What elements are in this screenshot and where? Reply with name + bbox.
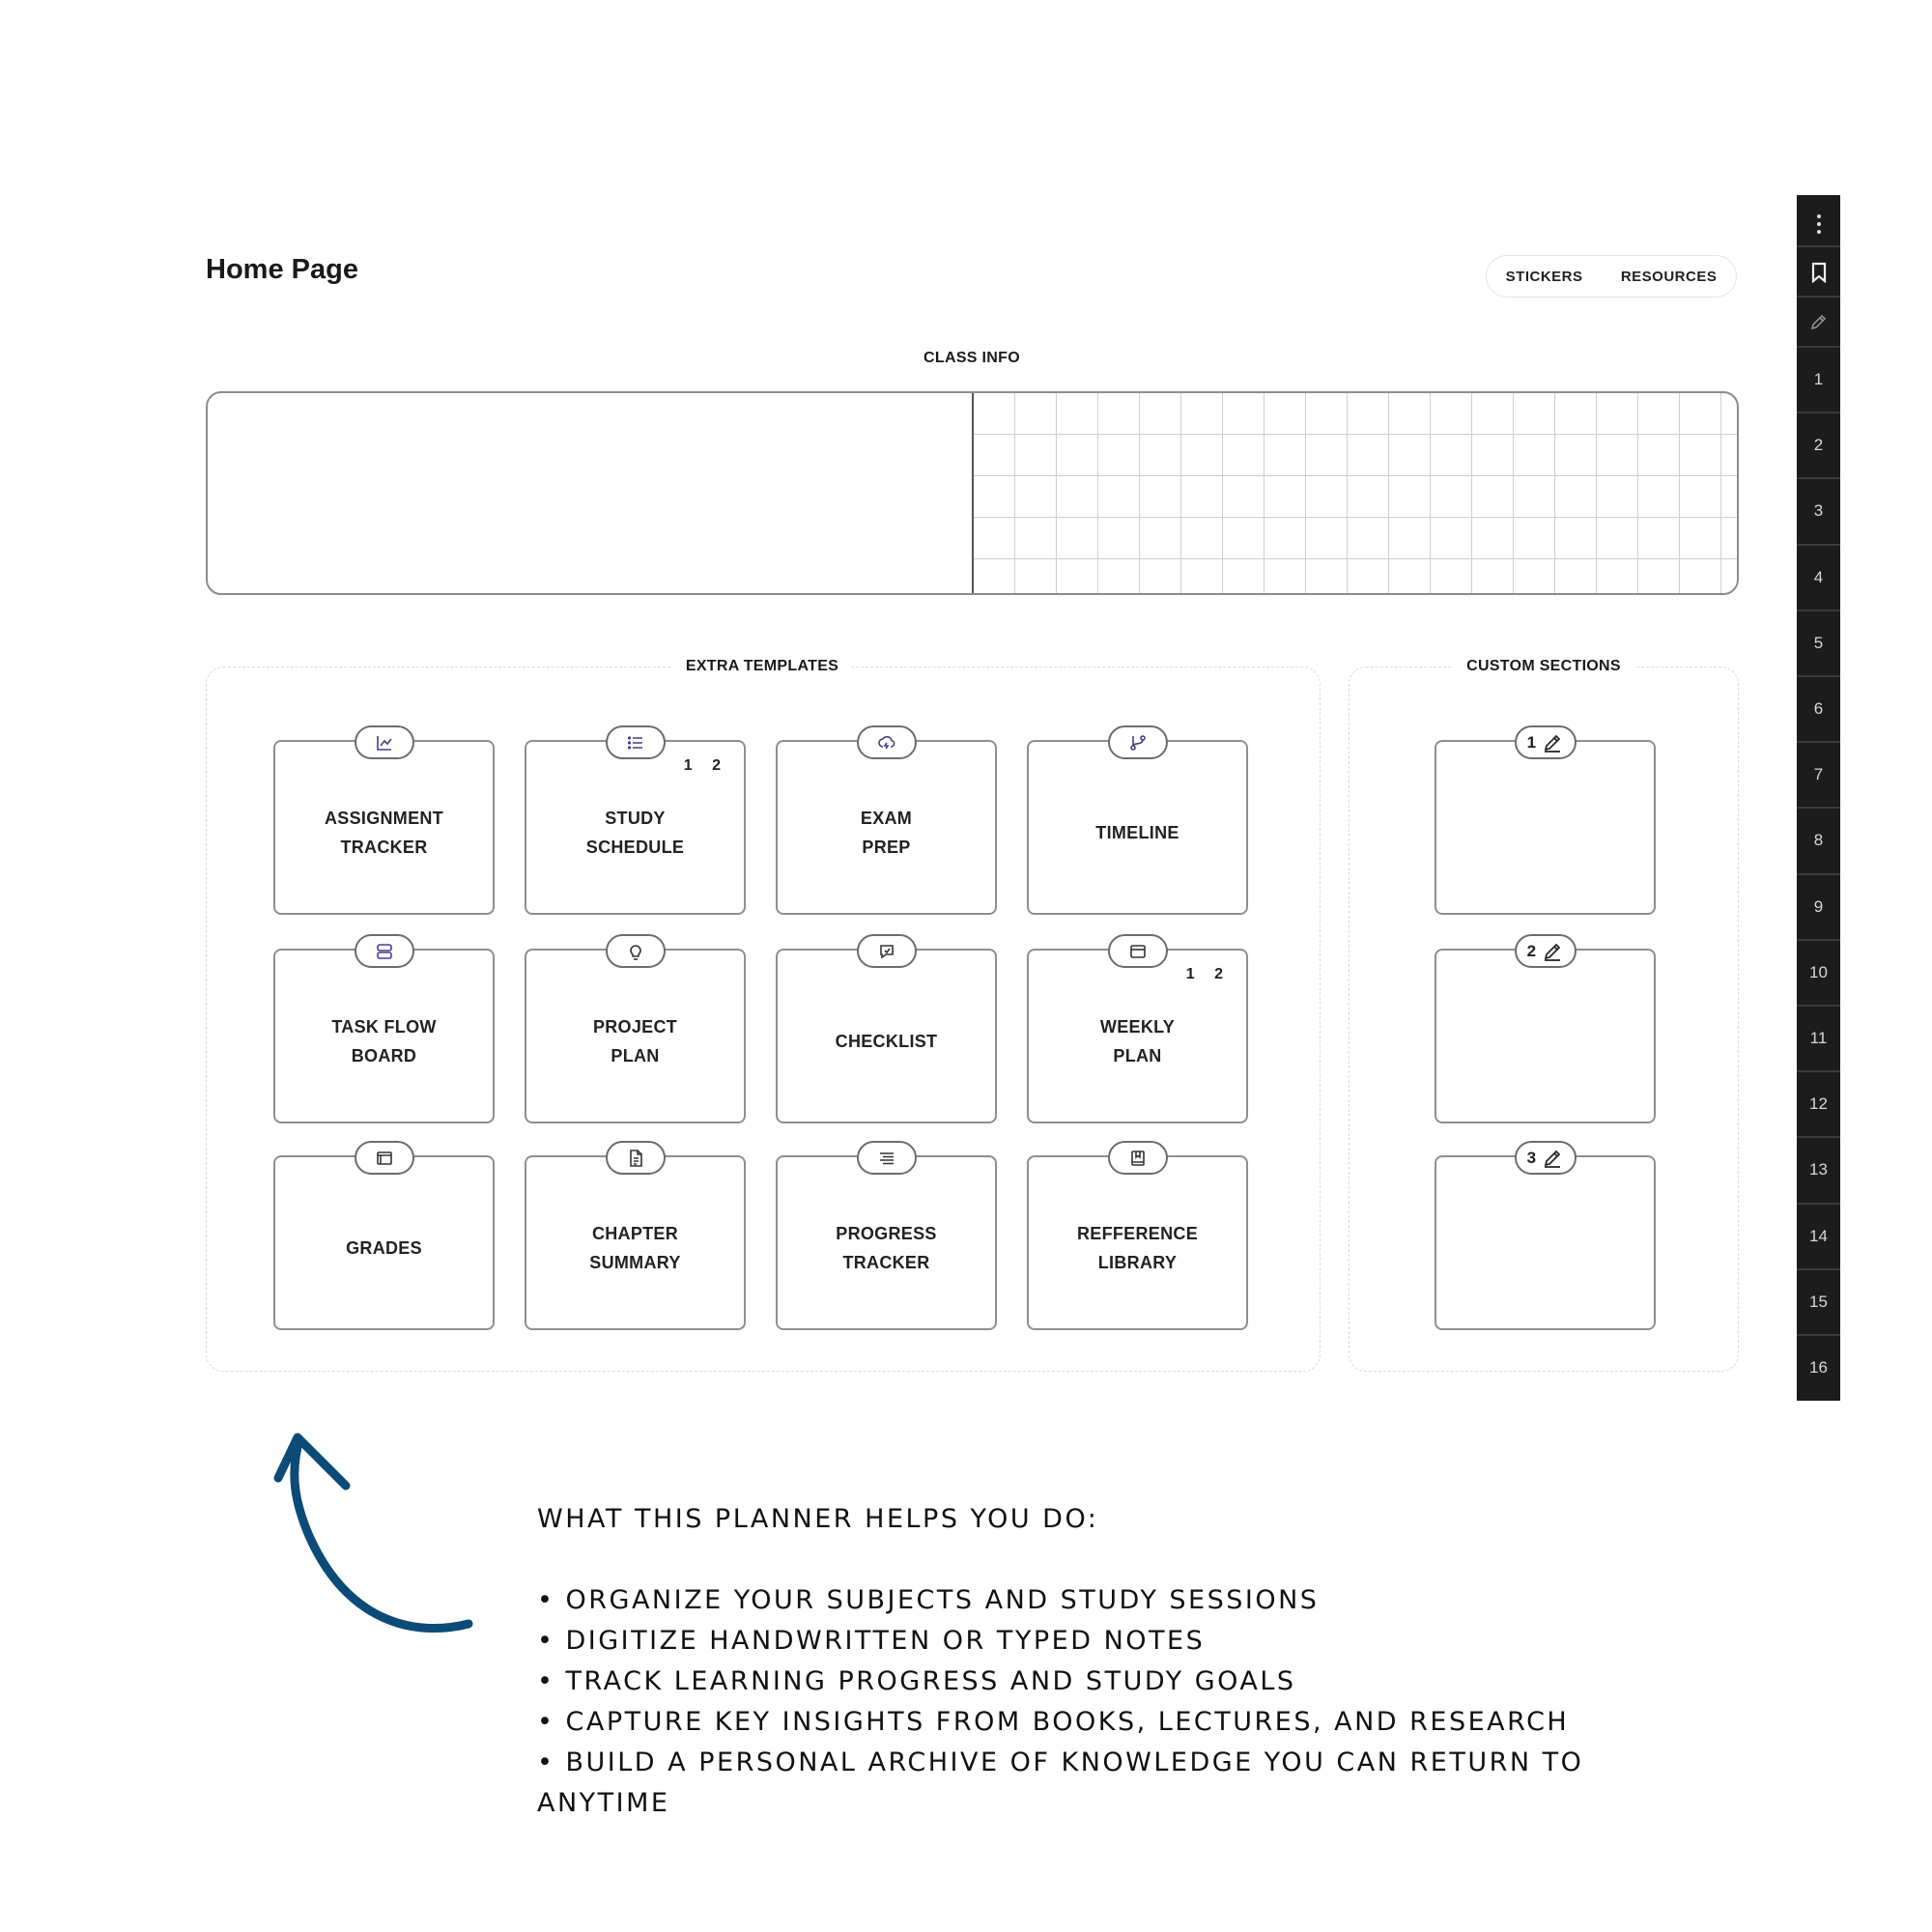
sidebar-tab-3[interactable]: 3 bbox=[1813, 501, 1824, 521]
template-card-timeline[interactable] bbox=[1027, 740, 1248, 915]
sidebar-tab-4[interactable]: 4 bbox=[1813, 567, 1824, 586]
card-label: PROJECT PLAN bbox=[592, 1016, 678, 1065]
custom-section-badge[interactable] bbox=[1515, 725, 1577, 759]
card-label: TASK FLOW BOARD bbox=[331, 1016, 437, 1065]
calendar-window-icon bbox=[1108, 934, 1168, 968]
class-info-label: CLASS INFO bbox=[910, 350, 1034, 367]
card-label: CHAPTER SUMMARY bbox=[589, 1223, 681, 1272]
edit-icon bbox=[1542, 1148, 1563, 1169]
sidebar-tab-1[interactable]: 1 bbox=[1813, 370, 1824, 389]
card-label: WEEKLY PLAN bbox=[1099, 1016, 1176, 1065]
book-icon bbox=[1108, 1141, 1168, 1175]
kanban-icon bbox=[355, 934, 414, 968]
card-label: TIMELINE bbox=[1095, 822, 1179, 842]
resources-link[interactable]: RESOURCES bbox=[1620, 268, 1718, 285]
top-links-pill bbox=[1486, 255, 1737, 298]
custom-section-card-1[interactable] bbox=[1435, 732, 1656, 915]
description-bullet: • ORGANIZE YOUR SUBJECTS AND STUDY SESSIONS bbox=[537, 1585, 1320, 1615]
template-card-project-plan[interactable] bbox=[525, 949, 746, 1123]
card-label: ASSIGNMENT TRACKER bbox=[324, 808, 443, 857]
card-label: EXAM PREP bbox=[860, 808, 913, 857]
lightbulb-icon bbox=[606, 934, 666, 968]
card-label: STUDY SCHEDULE bbox=[585, 808, 685, 857]
template-card-exam-prep[interactable] bbox=[776, 740, 997, 915]
more-vertical-icon[interactable] bbox=[1797, 205, 1840, 243]
sidebar-tab-5[interactable]: 5 bbox=[1813, 633, 1824, 652]
window-icon bbox=[355, 1141, 414, 1175]
sidebar-tab-9[interactable]: 9 bbox=[1813, 896, 1824, 916]
template-card-chapter-summary[interactable] bbox=[525, 1155, 746, 1330]
brain-cloud-icon bbox=[857, 725, 917, 759]
custom-section-card-3[interactable] bbox=[1435, 1148, 1656, 1330]
template-card-grades[interactable] bbox=[273, 1155, 495, 1330]
page-numbers[interactable]: 1 2 bbox=[683, 757, 728, 774]
sidebar-tab-16[interactable]: 16 bbox=[1809, 1358, 1828, 1378]
description-bullet: • DIGITIZE HANDWRITTEN OR TYPED NOTES bbox=[537, 1626, 1206, 1656]
template-card-assignment-tracker[interactable] bbox=[273, 740, 495, 915]
custom-sections-label: CUSTOM SECTIONS bbox=[1453, 658, 1634, 675]
sidebar-tab-8[interactable]: 8 bbox=[1813, 831, 1824, 850]
page-numbers[interactable]: 1 2 bbox=[1185, 966, 1231, 982]
custom-section-number: 3 bbox=[1526, 1148, 1537, 1167]
sidebar-tab-12[interactable]: 12 bbox=[1809, 1094, 1828, 1114]
document-icon bbox=[606, 1141, 666, 1175]
list-icon bbox=[606, 725, 666, 759]
template-card-study-schedule[interactable] bbox=[525, 740, 746, 915]
custom-section-card-2[interactable] bbox=[1435, 941, 1656, 1123]
stickers-link[interactable]: STICKERS bbox=[1505, 268, 1583, 285]
custom-section-number: 1 bbox=[1526, 732, 1537, 752]
class-info-grid[interactable] bbox=[974, 393, 1737, 593]
sidebar-tab-7[interactable]: 7 bbox=[1813, 765, 1824, 784]
sidebar-tab-2[interactable]: 2 bbox=[1813, 436, 1824, 455]
checklist-icon bbox=[857, 934, 917, 968]
description-bullet: • CAPTURE KEY INSIGHTS FROM BOOKS, LECTURES, AND RESEARCH bbox=[537, 1707, 1570, 1737]
sidebar-tab-10[interactable]: 10 bbox=[1809, 962, 1828, 981]
custom-section-number: 2 bbox=[1526, 941, 1537, 960]
page-title: Home Page bbox=[206, 254, 358, 285]
template-card-progress-tracker[interactable] bbox=[776, 1155, 997, 1330]
description-heading: WHAT THIS PLANNER HELPS YOU DO: bbox=[537, 1504, 1099, 1534]
curved-arrow-icon bbox=[261, 1420, 483, 1652]
sidebar-tab-13[interactable]: 13 bbox=[1809, 1160, 1828, 1179]
description-bullet: • BUILD A PERSONAL ARCHIVE OF KNOWLEDGE YOU CAN RETURN TO ANYTIME bbox=[537, 1747, 1584, 1818]
card-label: GRADES bbox=[346, 1237, 422, 1258]
chart-line-icon bbox=[355, 725, 414, 759]
align-lines-icon bbox=[857, 1141, 917, 1175]
branch-icon bbox=[1108, 725, 1168, 759]
edit-icon bbox=[1542, 732, 1563, 753]
class-info-box[interactable] bbox=[206, 391, 1739, 595]
edit-icon bbox=[1542, 941, 1563, 962]
custom-section-badge[interactable] bbox=[1515, 1141, 1577, 1175]
custom-section-badge[interactable] bbox=[1515, 934, 1577, 968]
description-bullet: • TRACK LEARNING PROGRESS AND STUDY GOALS bbox=[537, 1666, 1296, 1696]
sidebar-tabs bbox=[1797, 195, 1840, 1401]
card-label: CHECKLIST bbox=[835, 1031, 938, 1051]
extra-templates-label: EXTRA TEMPLATES bbox=[672, 658, 852, 675]
template-card-reference-library[interactable] bbox=[1027, 1155, 1248, 1330]
pencil-icon[interactable] bbox=[1797, 301, 1840, 342]
sidebar-tab-14[interactable]: 14 bbox=[1809, 1226, 1828, 1245]
sidebar-tab-11[interactable]: 11 bbox=[1809, 1029, 1828, 1048]
bookmark-icon[interactable] bbox=[1797, 251, 1840, 294]
planner-description bbox=[537, 1499, 1696, 1824]
card-label: PROGRESS TRACKER bbox=[836, 1223, 937, 1272]
sidebar-tab-15[interactable]: 15 bbox=[1809, 1292, 1828, 1311]
class-info-text-area[interactable] bbox=[208, 393, 974, 593]
template-card-task-flow-board[interactable] bbox=[273, 949, 495, 1123]
card-label: REFFERENCE LIBRARY bbox=[1076, 1223, 1198, 1272]
template-card-checklist[interactable] bbox=[776, 949, 997, 1123]
template-card-weekly-plan[interactable] bbox=[1027, 949, 1248, 1123]
sidebar-tab-6[interactable]: 6 bbox=[1813, 699, 1824, 719]
